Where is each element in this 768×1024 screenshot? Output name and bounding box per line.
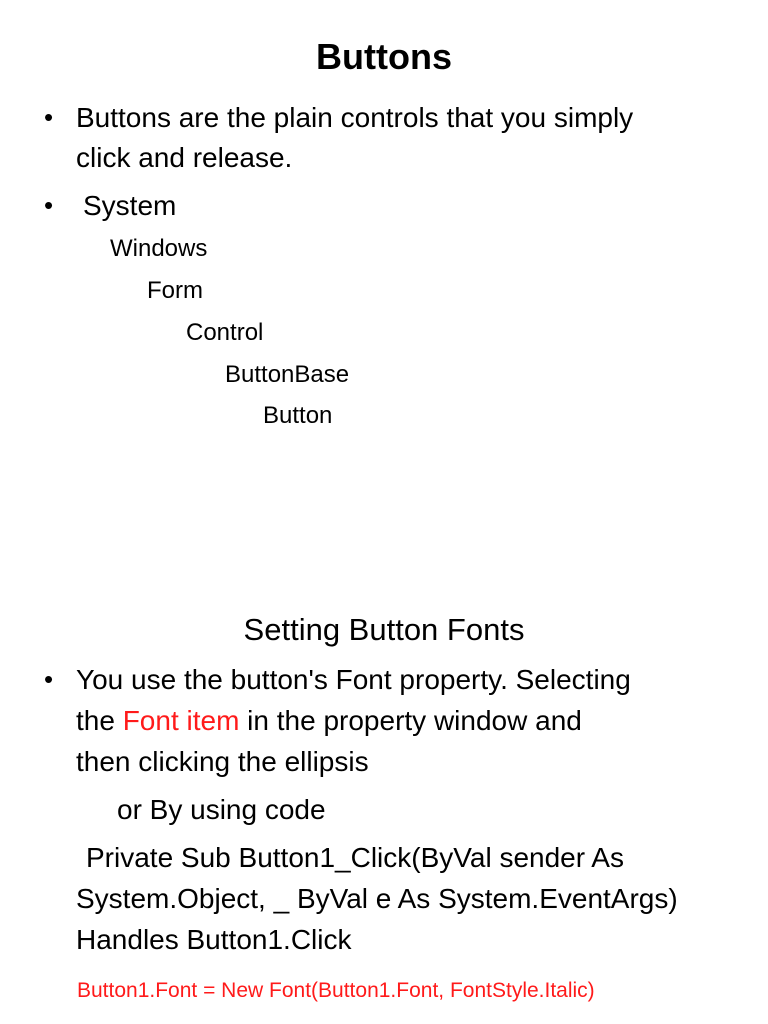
- slide2-bullet1-line2: [76, 701, 582, 741]
- slide1-bullet2: System: [83, 190, 177, 221]
- line2-post: in the property window and: [239, 705, 582, 736]
- hierarchy-button: Button: [263, 402, 333, 429]
- slide1-bullet1-line1: Buttons are the plain controls that you simply: [76, 102, 634, 133]
- bullet-dot: •: [44, 664, 54, 694]
- hierarchy-form: Form: [147, 277, 203, 304]
- slide2-bullet1-line1: You use the button's Font property. Selecting: [76, 664, 631, 695]
- font-item-highlight: Font item: [122, 705, 240, 736]
- code-line-3: Handles Button1.Click: [76, 924, 352, 955]
- slide2-title: Setting Button Fonts: [243, 612, 525, 647]
- slide1-title: Buttons: [316, 36, 452, 77]
- bullet-dot: •: [44, 102, 54, 132]
- hierarchy-windows: Windows: [110, 235, 208, 262]
- hierarchy-buttonbase: ButtonBase: [225, 361, 350, 388]
- slide2-bullet1-line3: then clicking the ellipsis: [76, 746, 369, 777]
- code-line-2: System.Object, _ ByVal e As System.EventArgs): [76, 883, 678, 914]
- bullet-dot: •: [44, 190, 54, 220]
- or-by-code: or By using code: [117, 794, 326, 825]
- code-statement: Button1.Font = New Font(Button1.Font, FontStyle.Italic): [77, 979, 595, 1002]
- slide1-bullet1-line2: click and release.: [76, 142, 293, 173]
- line2-pre: the: [76, 705, 123, 736]
- hierarchy-control: Control: [186, 319, 264, 346]
- code-line-1: Private Sub Button1_Click(ByVal sender As: [86, 842, 624, 873]
